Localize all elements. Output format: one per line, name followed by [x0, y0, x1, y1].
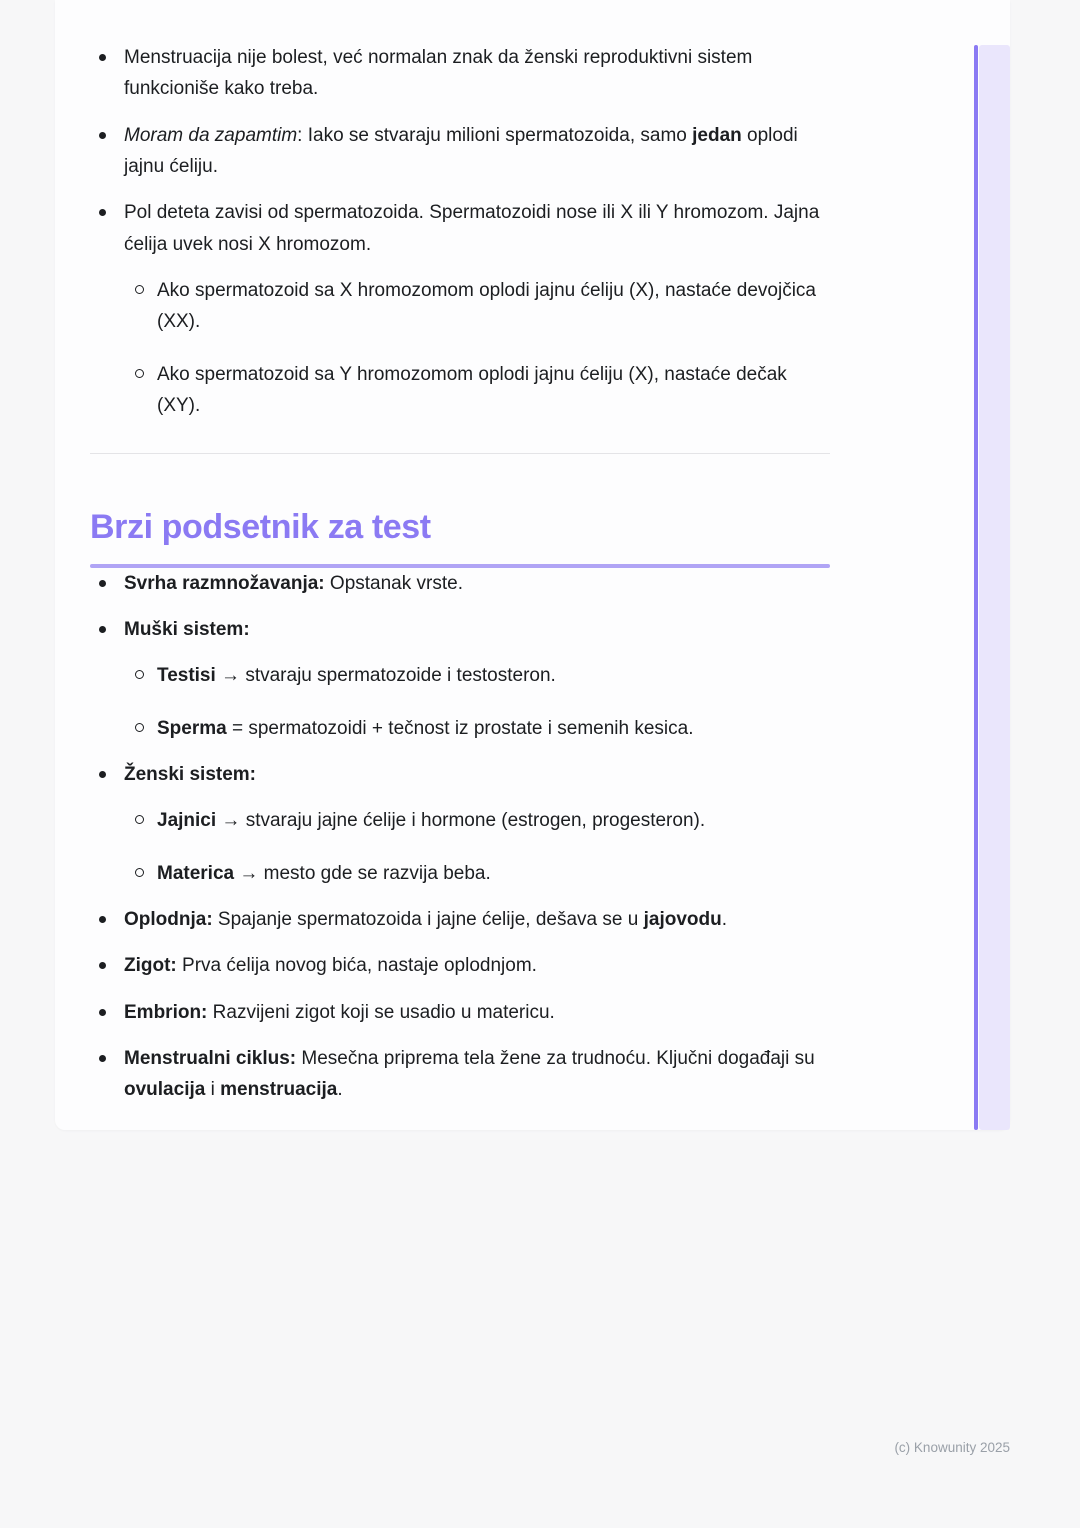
sub-list-item	[124, 660, 830, 691]
notes-card	[55, 0, 1010, 1130]
text-segment: → stvaraju jajne ćelije i hormone (estrogen, progesteron).	[216, 810, 706, 832]
list-item	[90, 904, 830, 935]
text-segment: jajovodu	[643, 908, 722, 930]
text-segment: Jajnici	[157, 810, 217, 832]
text-segment: → stvaraju spermatozoide i testosteron.	[215, 665, 556, 687]
text-segment: Svrha razmnožavanja:	[124, 572, 325, 594]
footer-copyright: (c) Knowunity 2025	[894, 1440, 1010, 1455]
text-segment: Ako spermatozoid sa Y hromozomom oplodi jajnu ćeliju (X), nastaće dečak (XY).	[157, 363, 787, 417]
section-divider	[90, 453, 830, 454]
text-segment: menstruacija	[220, 1079, 338, 1101]
text-segment: Spajanje spermatozoida i jajne ćelije, dešava se u	[212, 908, 644, 930]
text-segment: Opstanak vrste.	[324, 572, 463, 594]
list-item	[90, 997, 830, 1028]
text-segment: Muški sistem:	[124, 618, 250, 640]
sub-list-item	[124, 359, 830, 422]
scrollbar-track[interactable]	[979, 45, 1010, 1130]
scrollbar-thumb[interactable]	[974, 45, 978, 1130]
list-item	[90, 568, 830, 599]
text-segment: Embrion:	[124, 1001, 208, 1023]
text-segment: jedan	[692, 124, 742, 146]
list-item	[90, 42, 830, 105]
text-segment: Pol deteta zavisi od spermatozoida. Spermatozoidi nose ili X ili Y hromozom. Jajna ćelija uvek nosi X hromozom.	[124, 202, 820, 255]
text-segment: ovulacija	[124, 1079, 206, 1101]
text-segment: Prva ćelija novog bića, nastaje oplodnjom.	[176, 955, 537, 977]
sub-list-item	[124, 858, 830, 889]
list-item	[90, 759, 830, 889]
text-segment: oplodi jajnu ćeliju.	[124, 124, 798, 178]
text-segment: Menstruacija nije bolest, već normalan znak da ženski reproduktivni sistem funkcioniše kako treba.	[124, 47, 753, 100]
text-segment: = spermatozoidi + tečnost iz prostate i semenih kesica.	[226, 717, 694, 739]
list-item	[90, 120, 830, 183]
sub-list-item	[124, 275, 830, 338]
notes-content	[90, 42, 830, 1121]
sub-list-item	[124, 805, 830, 836]
text-segment: Razvijeni zigot koji se usadio u matericu.	[207, 1001, 555, 1023]
text-segment: Mesečna priprema tela žene za trudnoću. Ključni događaji su	[296, 1047, 815, 1069]
text-segment: Ako spermatozoid sa X hromozomom oplodi jajnu ćeliju (X), nastaće devojčica (XX).	[157, 280, 816, 333]
summary-list	[90, 568, 830, 1106]
text-segment: Sperma	[157, 717, 227, 739]
sub-list	[124, 805, 830, 889]
text-segment: Testisi	[157, 665, 216, 687]
list-item	[90, 1043, 830, 1106]
text-segment: i	[205, 1079, 221, 1101]
sub-list	[124, 660, 830, 744]
sub-list-item	[124, 713, 830, 744]
text-segment: Ženski sistem:	[124, 763, 256, 785]
text-segment: : Iako se stvaraju milioni spermatozoida, samo	[297, 124, 693, 146]
text-segment: Materica	[157, 862, 235, 884]
notes-list	[90, 42, 830, 421]
text-segment: .	[721, 908, 727, 930]
list-item	[90, 197, 830, 421]
text-segment: Zigot:	[124, 955, 177, 977]
text-segment: .	[337, 1079, 343, 1101]
list-item	[90, 950, 830, 981]
section-heading: Brzi podsetnik za test	[90, 508, 431, 547]
sub-list	[124, 275, 830, 421]
list-item	[90, 614, 830, 744]
text-segment: Moram da zapamtim	[124, 124, 298, 146]
text-segment: Oplodnja:	[124, 908, 213, 930]
text-segment: → mesto gde se razvija beba.	[234, 862, 491, 884]
text-segment: Menstrualni ciklus:	[124, 1047, 297, 1069]
